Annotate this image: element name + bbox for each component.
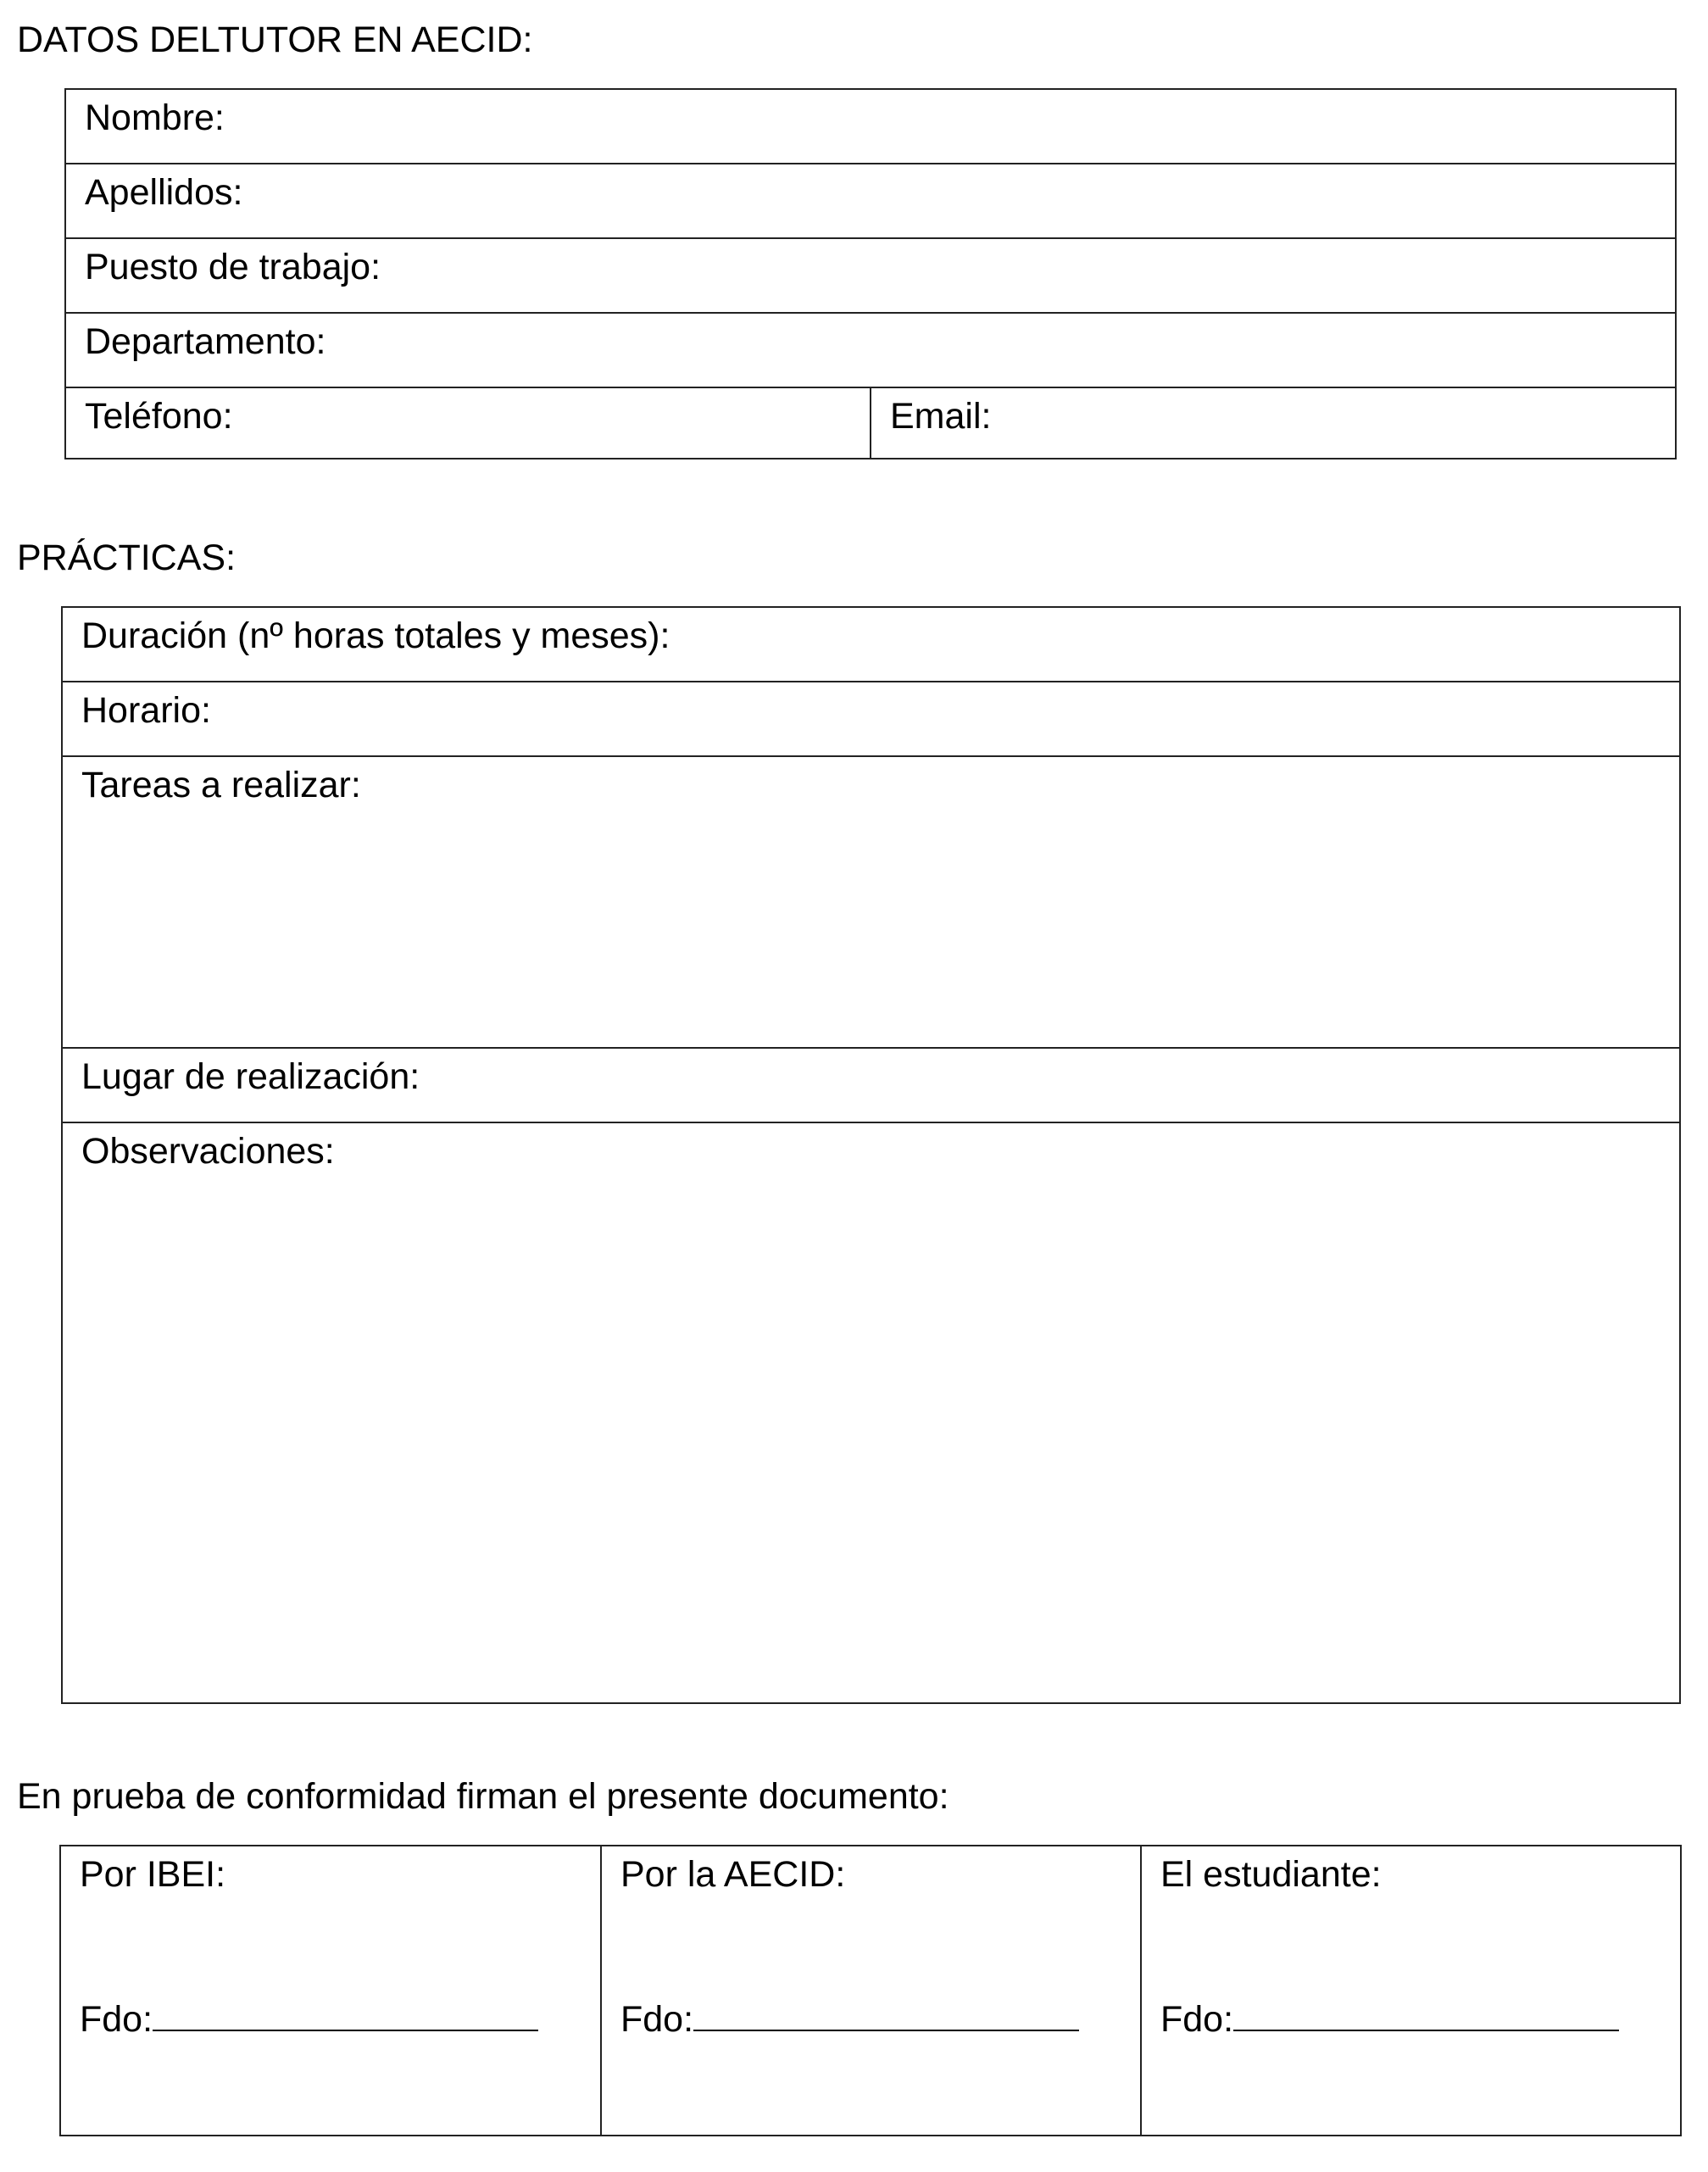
contact-row: [66, 387, 1675, 459]
apellidos-label: Apellidos:: [85, 172, 243, 213]
puesto-label: Puesto de trabajo:: [85, 247, 381, 287]
nombre-field[interactable]: [66, 90, 1675, 164]
tutor-table: [64, 88, 1677, 459]
tareas-label: Tareas a realizar:: [81, 765, 361, 805]
signer-label: El estudiante:: [1160, 1854, 1382, 1895]
apellidos-field[interactable]: [66, 163, 1675, 237]
signer-label: Por IBEI:: [80, 1854, 226, 1895]
fdo-line: [80, 1997, 538, 2040]
signature-line: [153, 1997, 538, 2031]
email-field[interactable]: [871, 388, 1675, 459]
fdo-label: Fdo:: [620, 1999, 694, 2040]
signature-section-heading: En prueba de conformidad firman el presente documento:: [17, 1776, 949, 1817]
nombre-label: Nombre:: [85, 97, 225, 138]
horario-field[interactable]: [63, 681, 1679, 755]
observaciones-field[interactable]: [63, 1122, 1679, 1702]
fdo-line: [620, 1997, 1079, 2040]
duracion-field[interactable]: [63, 608, 1679, 682]
telefono-label: Teléfono:: [85, 396, 233, 437]
telefono-field[interactable]: [66, 388, 870, 459]
email-label: Email:: [890, 396, 992, 437]
lugar-field[interactable]: [63, 1047, 1679, 1122]
puesto-field[interactable]: [66, 237, 1675, 312]
signature-estudiante[interactable]: [1142, 1846, 1680, 2135]
signature-line: [1233, 1997, 1619, 2031]
departamento-label: Departamento:: [85, 321, 326, 362]
fdo-label: Fdo:: [1160, 1999, 1234, 2040]
signature-line: [693, 1997, 1079, 2031]
duracion-label: Duración (nº horas totales y meses):: [81, 615, 670, 656]
fdo-label: Fdo:: [80, 1999, 153, 2040]
practicas-table: [61, 606, 1681, 1704]
signer-label: Por la AECID:: [620, 1854, 846, 1895]
lugar-label: Lugar de realización:: [81, 1056, 420, 1097]
signature-ibei[interactable]: [61, 1846, 601, 2135]
tareas-field[interactable]: [63, 755, 1679, 1049]
practicas-section-heading: PRÁCTICAS:: [17, 537, 236, 578]
observaciones-label: Observaciones:: [81, 1131, 335, 1172]
departamento-field[interactable]: [66, 312, 1675, 387]
fdo-line: [1160, 1997, 1619, 2040]
signature-aecid[interactable]: [602, 1846, 1141, 2135]
signature-table: [59, 1845, 1682, 2136]
tutor-section-heading: DATOS DELTUTOR EN AECID:: [17, 19, 533, 60]
horario-label: Horario:: [81, 690, 211, 731]
